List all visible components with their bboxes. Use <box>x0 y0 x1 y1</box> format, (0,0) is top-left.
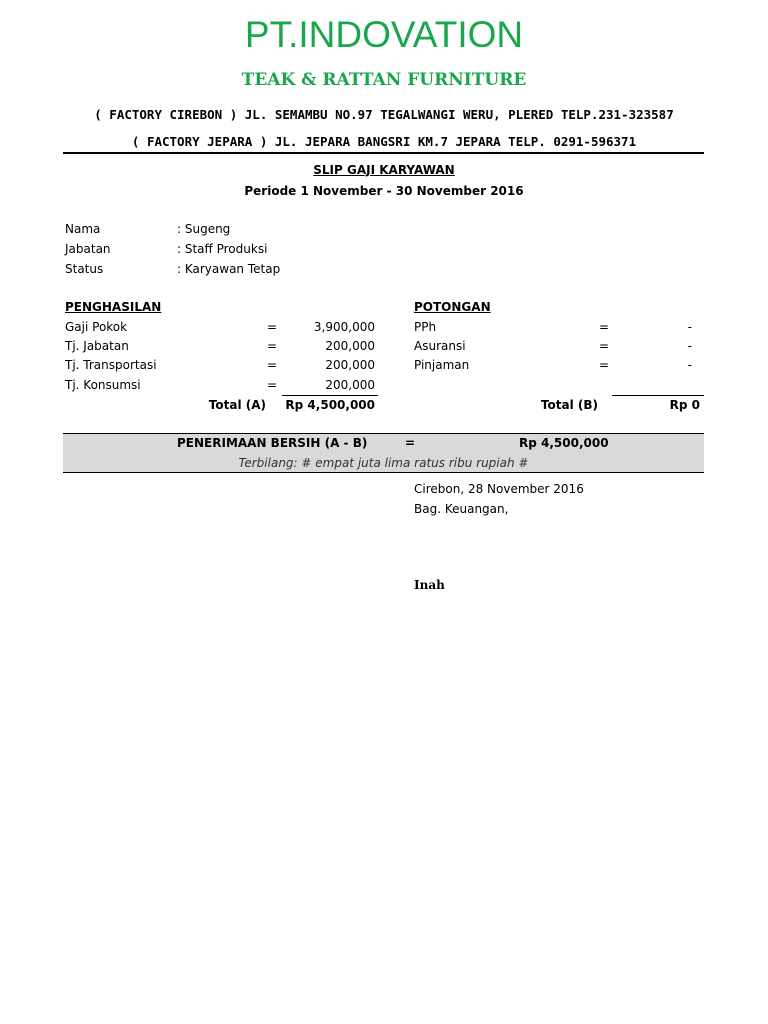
income-row-amount: 200,000 <box>325 339 375 353</box>
employee-position-label: Jabatan <box>65 242 111 256</box>
deduction-row-amount: - <box>687 339 692 353</box>
deduction-row-eq: = <box>599 339 610 353</box>
deduction-row-label: PPh <box>414 320 437 334</box>
income-row-label: Tj. Konsumsi <box>65 378 141 392</box>
company-subtitle: TEAK & RATTAN FURNITURE <box>241 70 527 90</box>
net-pay-eq: = <box>405 436 416 450</box>
net-pay-label: PENERIMAAN BERSIH (A - B) <box>177 436 368 450</box>
employee-name-label: Nama <box>65 222 101 236</box>
income-row-eq: = <box>267 320 278 334</box>
income-row-label: Tj. Jabatan <box>65 339 129 353</box>
deduction-total-label: Total (B) <box>540 398 598 412</box>
deduction-sum-line <box>612 395 704 396</box>
income-row-label: Gaji Pokok <box>65 320 128 334</box>
deduction-row-amount: - <box>687 320 692 334</box>
deduction-row-amount: - <box>687 358 692 372</box>
signature-place-date: Cirebon, 28 November 2016 <box>414 482 584 496</box>
slip-period: Periode 1 November - 30 November 2016 <box>244 184 524 198</box>
slip-title: SLIP GAJI KARYAWAN <box>313 163 455 177</box>
deduction-row-label: Pinjaman <box>414 358 470 372</box>
signature-department: Bag. Keuangan, <box>414 502 509 516</box>
income-total-label: Total (A) <box>208 398 266 412</box>
employee-name-value: : Sugeng <box>177 222 231 236</box>
deduction-row-eq: = <box>599 358 610 372</box>
address-cirebon: ( FACTORY CIREBON ) JL. SEMAMBU NO.97 TEGALWANGI WERU, PLERED TELP.231-323587 <box>94 107 674 122</box>
net-pay-value: Rp 4,500,000 <box>519 436 609 450</box>
signature-name: Inah <box>414 578 445 592</box>
income-heading: PENGHASILAN <box>65 300 162 314</box>
income-row-label: Tj. Transportasi <box>65 358 157 372</box>
income-row-eq: = <box>267 378 278 392</box>
income-sum-line <box>282 395 378 396</box>
income-row-amount: 200,000 <box>325 378 375 392</box>
employee-status-label: Status <box>65 262 104 276</box>
income-row-amount: 200,000 <box>325 358 375 372</box>
deduction-heading: POTONGAN <box>414 300 491 314</box>
income-row-amount: 3,900,000 <box>313 320 375 334</box>
header-divider <box>63 152 704 154</box>
employee-position-value: : Staff Produksi <box>177 242 268 256</box>
company-name: PT.INDOVATION <box>244 14 524 55</box>
employee-status-value: : Karyawan Tetap <box>177 262 281 276</box>
deduction-total-value: Rp 0 <box>669 398 700 412</box>
address-jepara: ( FACTORY JEPARA ) JL. JEPARA BANGSRI KM.7 JEPARA TELP. 0291-596371 <box>131 134 637 149</box>
spelled-amount: Terbilang: # empat juta lima ratus ribu rupiah # <box>238 456 529 470</box>
deduction-row-eq: = <box>599 320 610 334</box>
income-total-value: Rp 4,500,000 <box>285 398 375 412</box>
deduction-row-label: Asuransi <box>414 339 466 353</box>
income-row-eq: = <box>267 339 278 353</box>
income-row-eq: = <box>267 358 278 372</box>
